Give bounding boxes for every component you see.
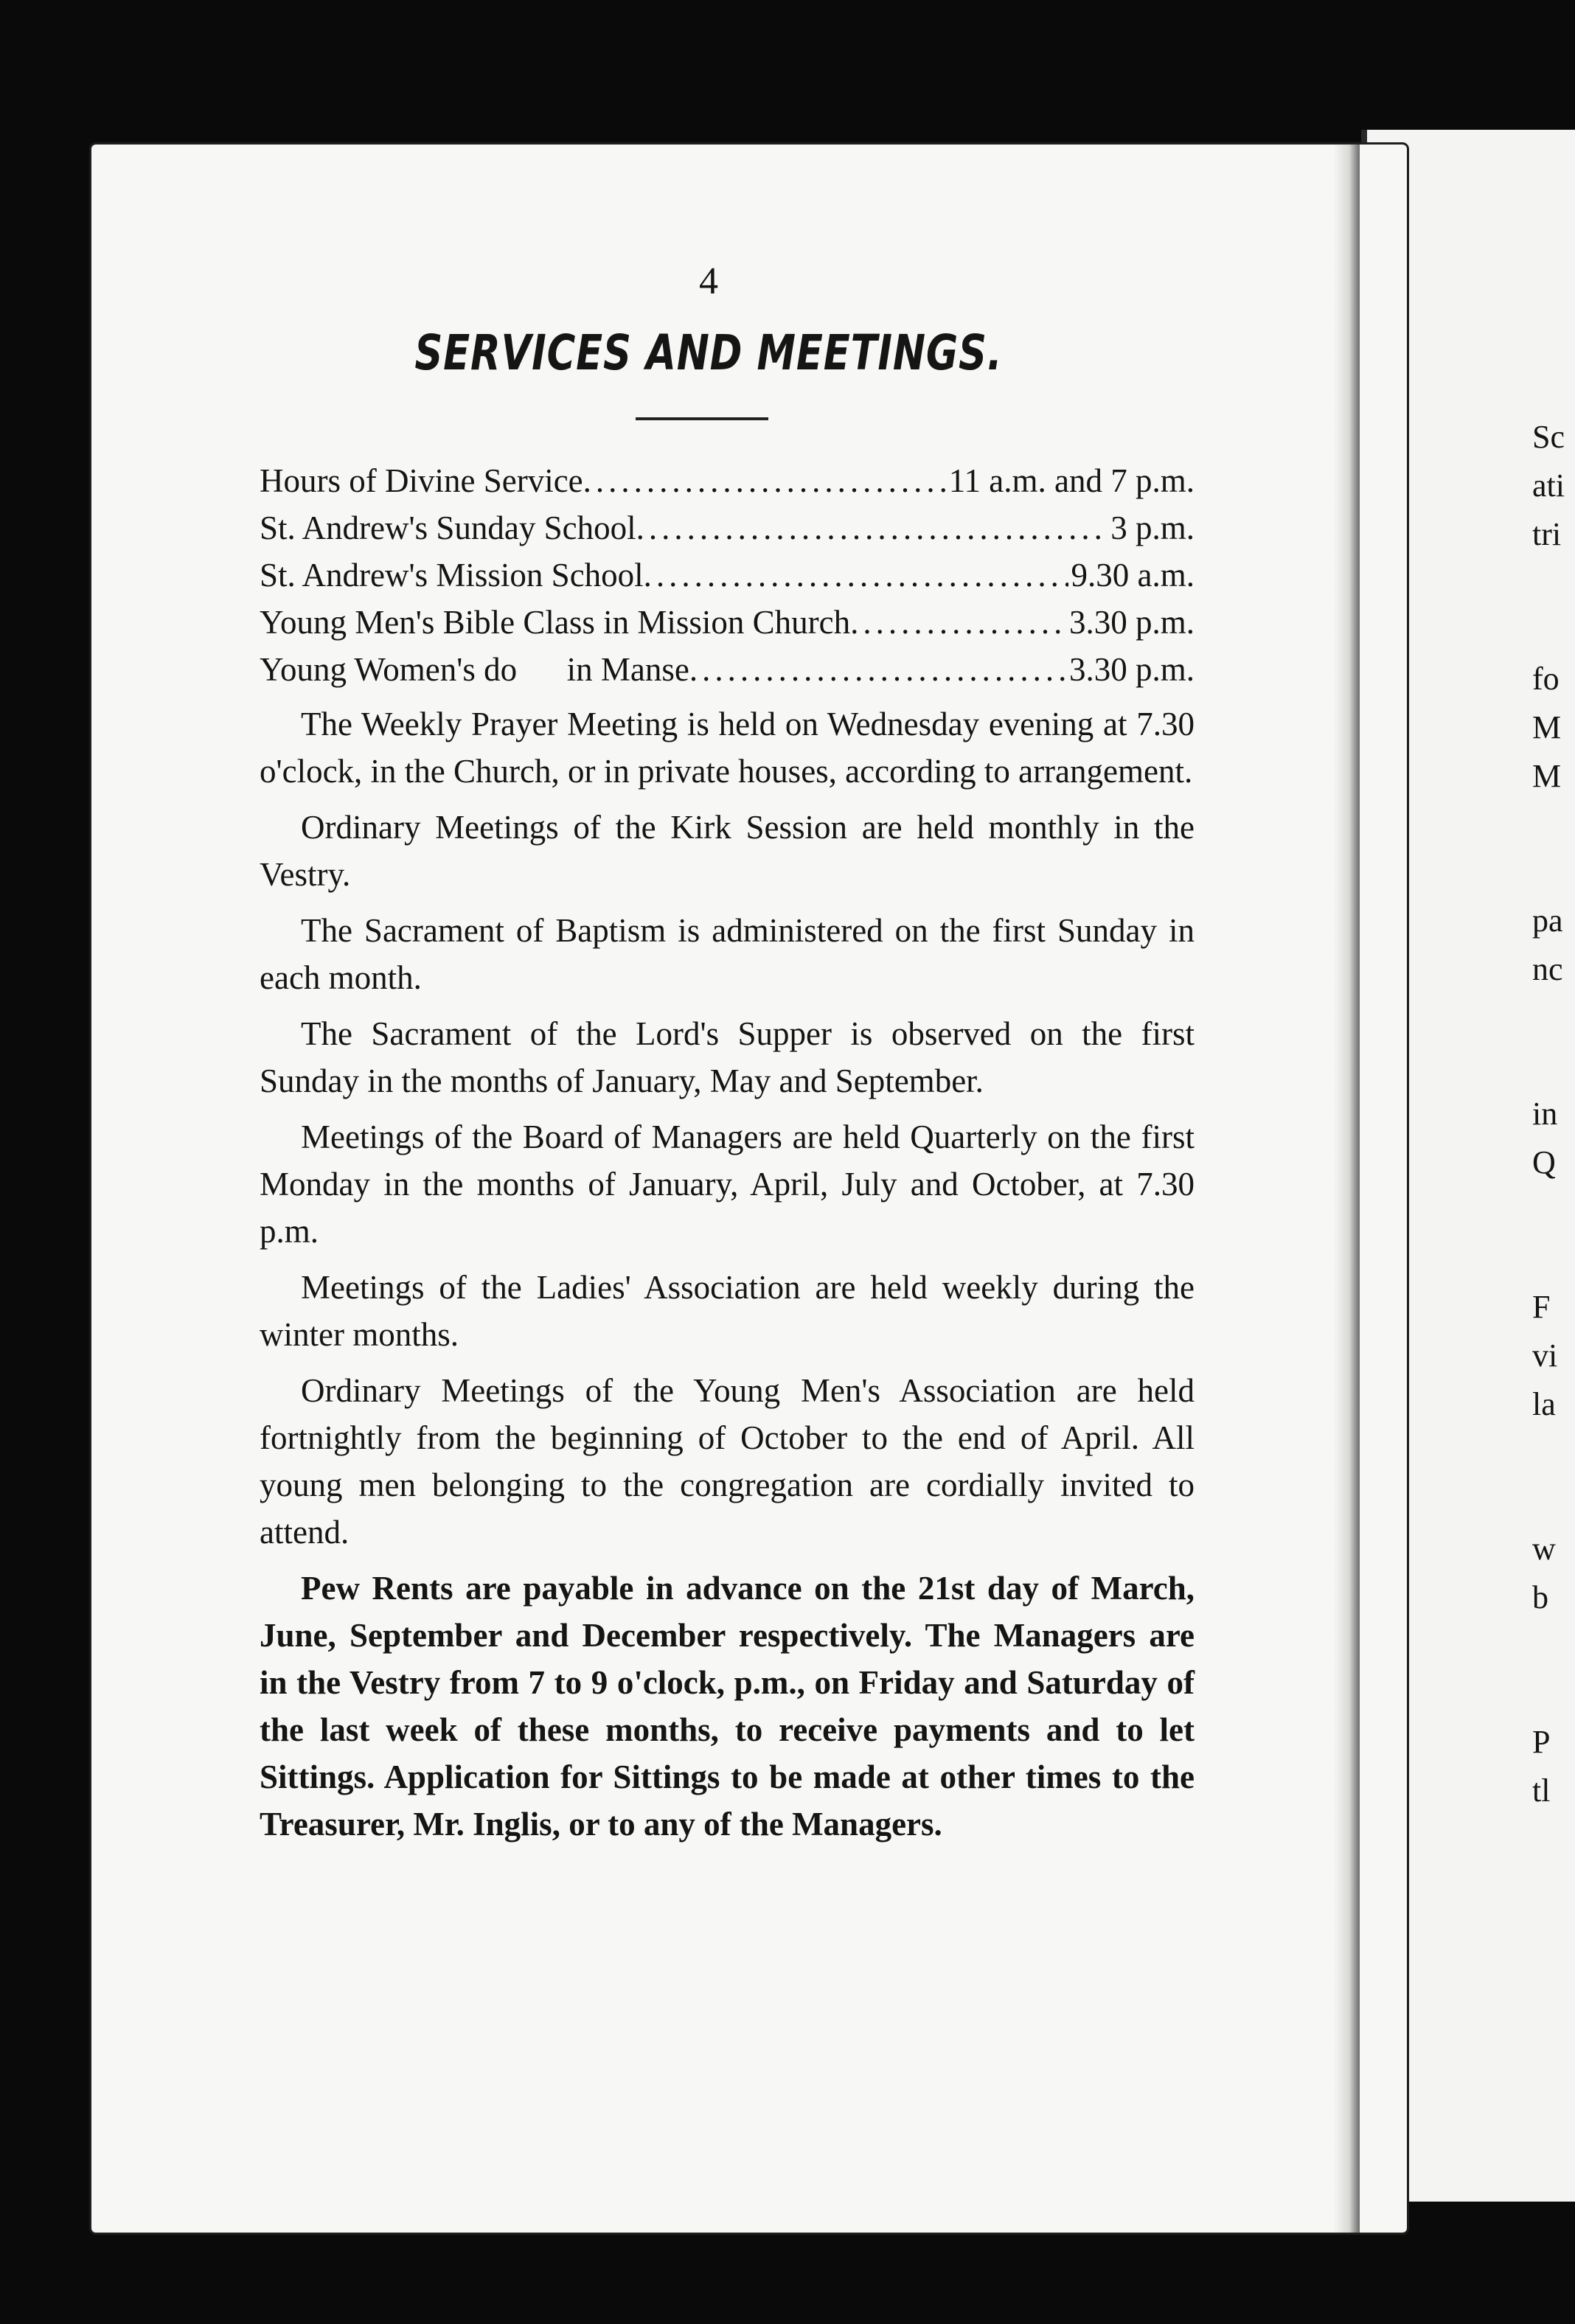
facing-fragment: la: [1532, 1386, 1556, 1422]
paragraph-kirk-session: Ordinary Meetings of the Kirk Session are held monthly in the Vestry.: [260, 809, 1195, 893]
service-time: 3.30 p.m.: [1068, 604, 1195, 641]
service-label: Young Men's Bible Class in Mission Church: [260, 604, 851, 641]
paragraph-baptism: The Sacrament of Baptism is administered on the first Sunday in each month.: [260, 912, 1195, 996]
page-title: SERVICES AND MEETINGS.: [414, 324, 1003, 381]
service-row: [260, 457, 1195, 504]
facing-fragment: nc: [1532, 951, 1563, 987]
facing-fragment: b: [1532, 1579, 1548, 1615]
paragraph-pew-rents: Pew Rents are payable in advance on the 21st day of March, June, September and December respectively. The Managers are in the Vestry from 7 to 9 o'clock, p.m., on Friday and Saturday of the last week of these months, to receive payments and to let Sittings. Application for Sittings to be made at other times to the Treasurer, Mr. Inglis, or to any of the Managers.: [260, 1570, 1195, 1843]
facing-fragment: P: [1532, 1724, 1551, 1760]
facing-fragment: Q: [1532, 1144, 1556, 1180]
service-label: St. Andrew's Mission School: [260, 557, 644, 594]
service-time: 3.30 p.m.: [1068, 651, 1195, 688]
facing-fragment: F: [1532, 1289, 1551, 1325]
service-label: St. Andrew's Sunday School: [260, 509, 636, 546]
facing-fragment: M: [1532, 758, 1562, 794]
facing-page-text: [1532, 413, 1575, 1815]
dot-leader: [689, 646, 1066, 693]
facing-fragment: ati: [1532, 467, 1565, 504]
service-time: 11 a.m. and 7 p.m.: [948, 462, 1195, 499]
paragraph-lords-supper: The Sacrament of the Lord's Supper is observed on the first Sunday in the months of January, May and September.: [260, 1015, 1195, 1099]
service-time: 9.30 a.m.: [1071, 557, 1195, 594]
facing-fragment: fo: [1532, 661, 1560, 697]
paragraph-ladies-association: Meetings of the Ladies' Association are held weekly during the winter months.: [260, 1269, 1195, 1353]
service-label: Hours of Divine Service: [260, 462, 583, 499]
service-schedule: [260, 457, 1195, 693]
service-row: [260, 646, 1195, 693]
service-row: [260, 599, 1195, 646]
page-number: 4: [699, 260, 718, 302]
page-body: [260, 457, 1195, 1848]
facing-fragment: w: [1532, 1531, 1556, 1567]
title-rule: [636, 417, 768, 420]
service-label: Young Women's do in Manse: [260, 651, 689, 688]
spine-shadow: [1333, 145, 1360, 2233]
dot-leader: [636, 504, 1108, 552]
facing-fragment: tri: [1532, 516, 1562, 552]
paragraph-prayer-meeting: The Weekly Prayer Meeting is held on Wednesday evening at 7.30 o'clock, in the Church, or in private houses, according to arrangement.: [260, 706, 1195, 790]
facing-fragment: tl: [1532, 1772, 1551, 1809]
facing-fragment: in: [1532, 1096, 1558, 1132]
facing-fragment: pa: [1532, 902, 1563, 939]
service-time: 3 p.m.: [1110, 509, 1195, 546]
facing-fragment: vi: [1532, 1337, 1558, 1374]
service-row: [260, 552, 1195, 599]
service-row: [260, 504, 1195, 552]
dot-leader: [644, 552, 1068, 599]
facing-fragment: M: [1532, 709, 1562, 745]
dot-leader: [583, 457, 946, 504]
paragraph-board-of-managers: Meetings of the Board of Managers are held Quarterly on the first Monday in the months of January, April, July and October, at 7.30 p.m.: [260, 1118, 1195, 1250]
dot-leader: [850, 599, 1066, 646]
paragraph-young-mens-association: Ordinary Meetings of the Young Men's Association are held fortnightly from the beginning of October to the end of April. All young men belonging to the congregation are cordially invited to attend.: [260, 1372, 1195, 1551]
facing-fragment: Sc: [1532, 419, 1565, 455]
